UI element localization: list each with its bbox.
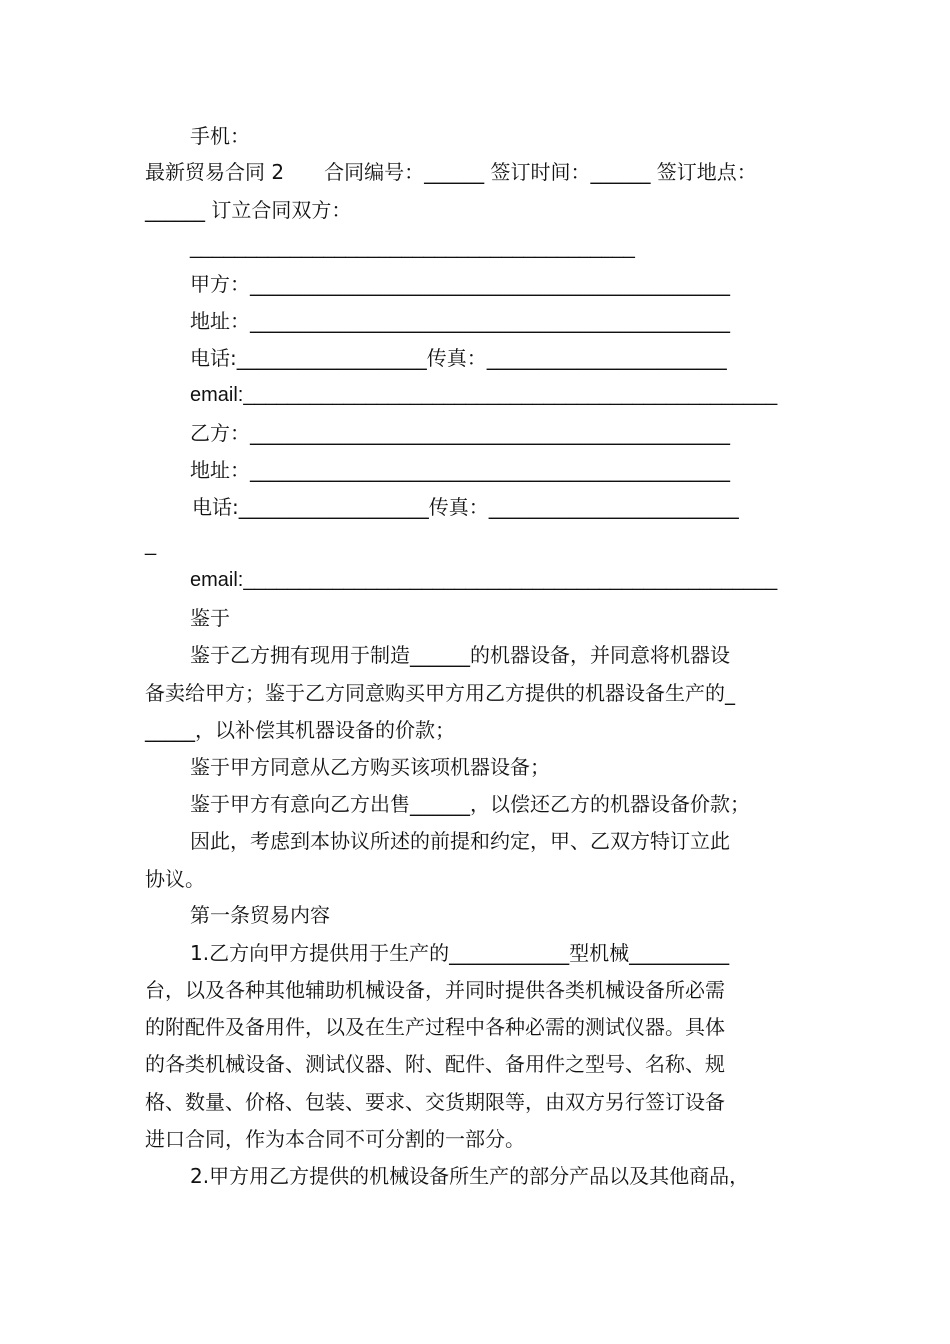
party-b-phone-fax-overflow: _ [145,534,157,556]
parties-intro-line: ______ 订立合同双方： [145,198,352,222]
party-b-field: 乙方：________________________________________________ [190,421,730,445]
article-paragraph-line: 2.甲方用乙方提供的机械设备所生产的部分产品以及其他商品， [190,1164,750,1188]
party-a-phone-fax-field: 电话:___________________传真：________________________ [190,346,727,370]
phone-label: 手机： [190,124,250,148]
party-b-phone-fax-field: 电话:___________________传真：_________________________ [192,495,739,519]
article-paragraph-line: 的附配件及备用件，以及在生产过程中各种必需的测试仪器。具体 [145,1015,725,1039]
party-b-address-field: 地址：________________________________________________ [190,458,730,482]
article-paragraph-line: 台，以及各种其他辅助机械设备，并同时提供各类机械设备所必需 [145,978,725,1002]
recital-paragraph-line: _____，以补偿其机器设备的价款； [145,718,455,742]
recital-paragraph-line: 鉴于乙方拥有现用于制造______的机器设备，并同意将机器设 [190,643,730,667]
blank-underline: ________________________________________ [190,237,635,259]
party-b-email-field: email:________________________________________________ [190,569,778,591]
recital-paragraph-line: 协议。 [145,867,205,891]
party-a-email-field: email:________________________________________________ [190,384,778,406]
article-heading: 第一条贸易内容 [190,903,330,927]
article-paragraph-line: 1.乙方向甲方提供用于生产的____________型机械__________ [190,941,730,965]
recital-paragraph-line: 鉴于甲方同意从乙方购买该项机器设备； [190,755,550,779]
recital-paragraph-line: 鉴于甲方有意向乙方出售______，以偿还乙方的机器设备价款； [190,792,750,816]
recital-paragraph-line: 备卖给甲方；鉴于乙方同意购买甲方用乙方提供的机器设备生产的_ [145,681,735,705]
article-paragraph-line: 进口合同，作为本合同不可分割的一部分。 [145,1127,525,1151]
article-paragraph-line: 的各类机械设备、测试仪器、附、配件、备用件之型号、名称、规 [145,1052,725,1076]
recitals-heading: 鉴于 [190,606,230,630]
contract-title-line: 最新贸易合同 2 合同编号：______ 签订时间：______ 签订地点： [145,160,757,184]
article-paragraph-line: 格、数量、价格、包装、要求、交货期限等，由双方另行签订设备 [145,1090,725,1114]
party-a-address-field: 地址：________________________________________________ [190,309,730,333]
recital-paragraph-line: 因此，考虑到本协议所述的前提和约定，甲、乙双方特订立此 [190,829,730,853]
party-a-field: 甲方：________________________________________________ [190,272,730,296]
